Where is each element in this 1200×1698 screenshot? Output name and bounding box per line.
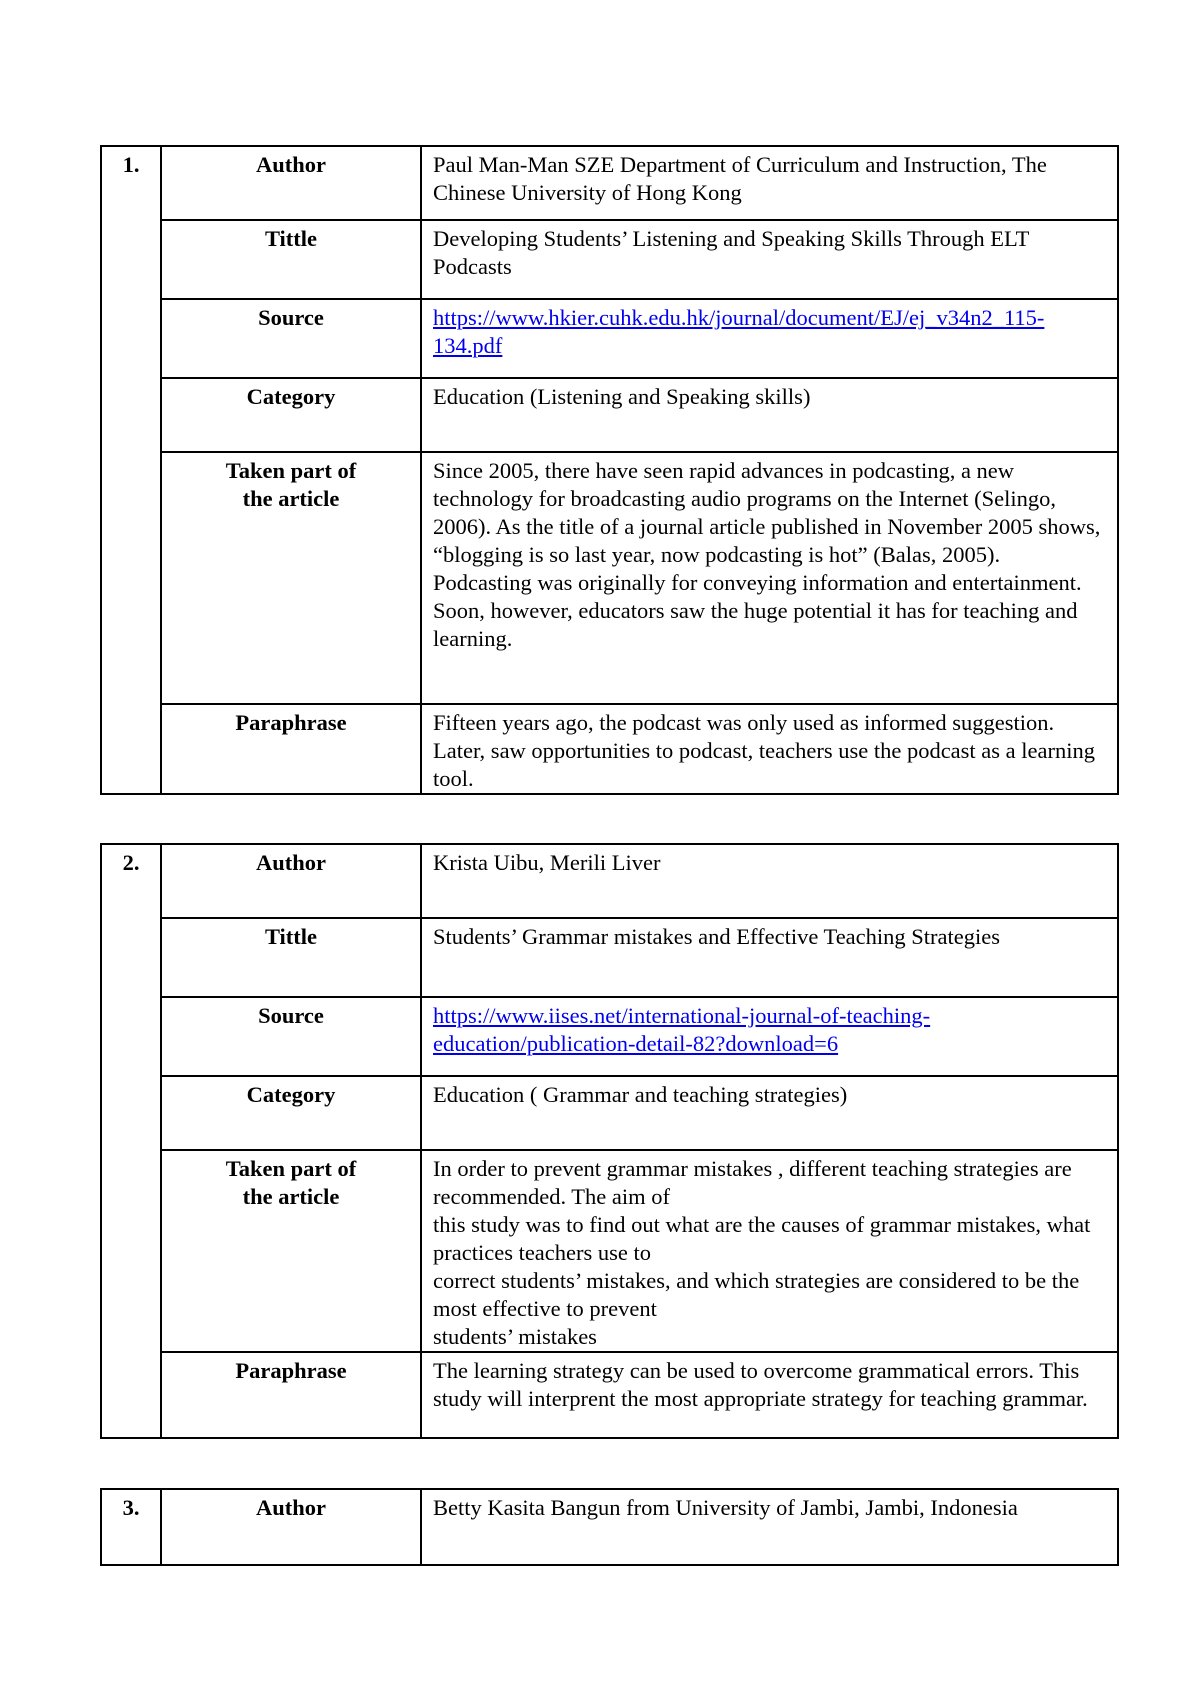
excerpt-value [421, 452, 1118, 704]
entry-number: 3. [101, 1489, 161, 1565]
excerpt-paragraph: correct students’ mistakes, and which strategies are considered to be the most effective to prevent [433, 1268, 1080, 1321]
excerpt-label: Taken part of the article [161, 1150, 421, 1352]
entry-table-2 [100, 843, 1119, 1439]
source-value [421, 299, 1118, 378]
excerpt-label: Taken part of the article [161, 452, 421, 704]
author-label: Author [161, 146, 421, 220]
excerpt-paragraph: students’ mistakes [433, 1324, 597, 1349]
author-value: Betty Kasita Bangun from University of Jambi, Jambi, Indonesia [421, 1489, 1118, 1565]
entry-table-1 [100, 145, 1119, 795]
author-label: Author [161, 1489, 421, 1565]
category-value: Education (Listening and Speaking skills) [421, 378, 1118, 452]
title-value: Developing Students’ Listening and Speaking Skills Through ELT Podcasts [421, 220, 1118, 299]
author-value: Krista Uibu, Merili Liver [421, 844, 1118, 918]
entry-table-3 [100, 1488, 1119, 1566]
source-value [421, 997, 1118, 1076]
paraphrase-label: Paraphrase [161, 704, 421, 794]
entry-number: 1. [101, 146, 161, 794]
source-link[interactable]: https://www.hkier.cuhk.edu.hk/journal/document/EJ/ej_v34n2_115-134.pdf [433, 305, 1045, 358]
author-value: Paul Man-Man SZE Department of Curriculum and Instruction, The Chinese University of Hong Kong [421, 146, 1118, 220]
category-value: Education ( Grammar and teaching strategies) [421, 1076, 1118, 1150]
category-label: Category [161, 378, 421, 452]
paraphrase-value: Fifteen years ago, the podcast was only used as informed suggestion. Later, saw opportunities to podcast, teachers use the podcast as a learning tool. [421, 704, 1118, 794]
title-label: Tittle [161, 918, 421, 997]
excerpt-paragraph: In order to prevent grammar mistakes , different teaching strategies are recommended. The aim of [433, 1156, 1072, 1209]
paraphrase-value: The learning strategy can be used to overcome grammatical errors. This study will interprent the most appropriate strategy for teaching grammar. [421, 1352, 1118, 1438]
entry-number: 2. [101, 844, 161, 1438]
source-label: Source [161, 997, 421, 1076]
source-label: Source [161, 299, 421, 378]
excerpt-paragraph: this study was to find out what are the causes of grammar mistakes, what practices teachers use to [433, 1212, 1091, 1265]
excerpt-paragraph: Since 2005, there have seen rapid advances in podcasting, a new technology for broadcasting audio programs on the Internet (Selingo, 2006). As the title of a journal article published in November 2005 shows, “blogging is so last year, now podcasting is hot” (Balas, 2005). [433, 458, 1101, 567]
title-label: Tittle [161, 220, 421, 299]
source-link[interactable]: https://www.iises.net/international-journal-of-teaching-education/publication-detail-82?download=6 [433, 1003, 931, 1056]
excerpt-value [421, 1150, 1118, 1352]
author-label: Author [161, 844, 421, 918]
excerpt-paragraph: Soon, however, educators saw the huge potential it has for teaching and learning. [433, 598, 1078, 651]
title-value: Students’ Grammar mistakes and Effective Teaching Strategies [421, 918, 1118, 997]
paraphrase-label: Paraphrase [161, 1352, 421, 1438]
category-label: Category [161, 1076, 421, 1150]
excerpt-paragraph: Podcasting was originally for conveying information and entertainment. [433, 570, 1082, 595]
